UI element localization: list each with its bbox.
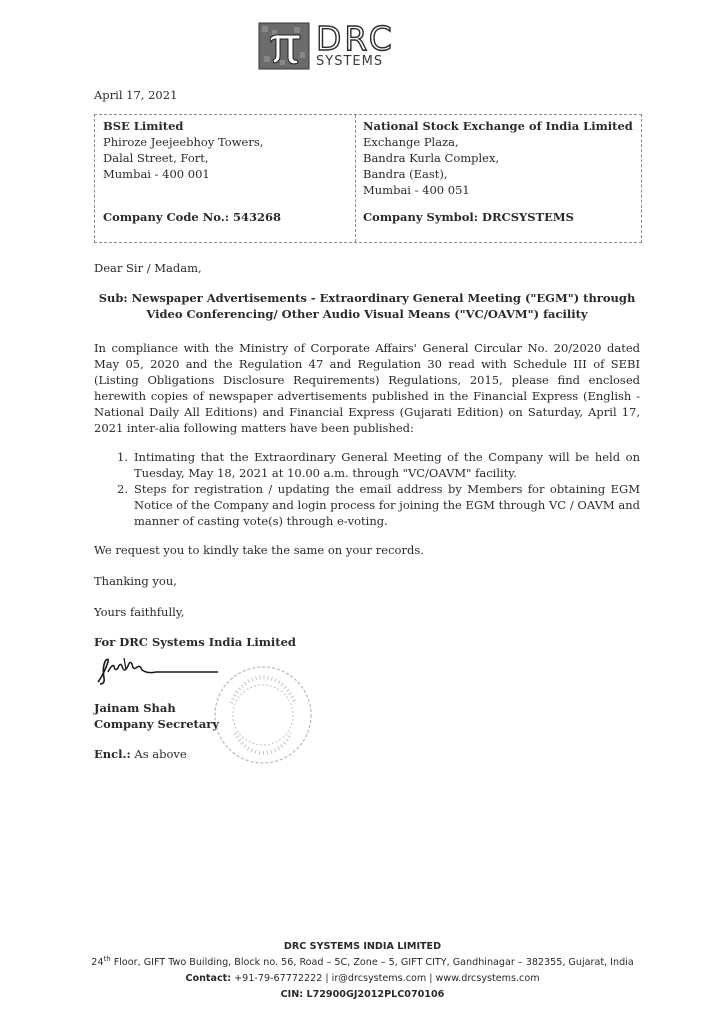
address-line: Phiroze Jeejeebhoy Towers,: [103, 135, 264, 149]
addressee-box: [94, 114, 642, 243]
pi-symbol-icon: [258, 22, 310, 70]
subject-line: Sub: Newspaper Advertisements - Extraordinary General Meeting ("EGM") through Video Conferencing/ Other Audio Visual Means ("VC/OAVM") facility: [98, 291, 636, 321]
list-item: [108, 449, 640, 481]
addressee-nse: [363, 118, 633, 198]
enclosure-label: Encl.:: [94, 747, 131, 761]
address-line: Mumbai - 400 051: [363, 183, 470, 197]
list-item-text: Intimating that the Extraordinary General Meeting of the Company will be held on Tuesday, May 18, 2021 at 10.00 a.m. through "VC/OAVM" facility.: [134, 450, 640, 480]
signer-name: Jainam Shah: [94, 701, 176, 715]
address-line: Mumbai - 400 001: [103, 167, 210, 181]
company-code: Company Code No.: 543268: [103, 210, 281, 224]
list-item-number: 2.: [117, 482, 128, 496]
published-matters-list: [108, 449, 640, 529]
footer-floor-suffix: th: [103, 954, 111, 963]
company-logo: [258, 19, 418, 74]
enclosure-value: As above: [134, 747, 187, 761]
thanking-line: Thanking you,: [94, 574, 177, 588]
footer-floor-number: 24: [91, 957, 104, 968]
signer-title: Company Secretary: [94, 717, 220, 731]
addressee-divider: [355, 115, 356, 242]
address-line: Exchange Plaza,: [363, 135, 459, 149]
list-item: [108, 481, 640, 529]
body-paragraph: In compliance with the Ministry of Corporate Affairs' General Circular No. 20/2020 dated May 05, 2020 and the Regulation 47 and Regulation 30 read with Schedule III of SEBI (Listing Obligations Disclosure Requirements) Regulations, 2015, please find enclosed herewith copies of newspaper advertisements published in the Financial Express (English - National Daily All Editions) and Financial Express (Gujarati Edition) on Saturday, April 17, 2021 inter-alia following matters have been published:: [94, 341, 640, 435]
list-item-text: Steps for registration / updating the email address by Members for obtaining EGM Notice of the Company and login process for joining the EGM through VC / OAVM and manner of casting vote(s) through e-voting.: [134, 482, 640, 528]
footer-contact-value: +91-79-67772222 | ir@drcsystems.com | www.drcsystems.com: [231, 973, 540, 984]
logo-text-drc: DRC: [316, 19, 395, 58]
addressee-bse: [103, 118, 263, 182]
address-line: Bandra (East),: [363, 167, 448, 181]
footer-contact-label: Contact:: [185, 973, 232, 984]
addressee-name: National Stock Exchange of India Limited: [363, 119, 633, 133]
footer-cin-value: L72900GJ2012PLC070106: [303, 989, 445, 1000]
addressee-name: BSE Limited: [103, 119, 184, 133]
closing-line: Yours faithfully,: [94, 605, 185, 619]
footer-cin-label: CIN:: [280, 989, 304, 1000]
footer-contact: [0, 972, 725, 986]
company-seal-stamp: [211, 663, 315, 767]
footer-cin: [0, 988, 725, 1002]
company-symbol: Company Symbol: DRCSYSTEMS: [363, 210, 574, 224]
for-company-line: For DRC Systems India Limited: [94, 635, 296, 649]
footer-address-text: Floor, GIFT Two Building, Block no. 56, Road – 5C, Zone – 5, GIFT CITY, Gandhinagar – 382355, Gujarat, India: [110, 957, 634, 968]
letter-date: April 17, 2021: [94, 88, 178, 102]
handwritten-signature: [94, 652, 222, 688]
list-item-number: 1.: [117, 450, 128, 464]
logo-text-systems: SYSTEMS: [316, 54, 384, 69]
footer-address: [0, 956, 725, 970]
address-line: Bandra Kurla Complex,: [363, 151, 500, 165]
request-line: We request you to kindly take the same on your records.: [94, 543, 424, 557]
salutation: Dear Sir / Madam,: [94, 261, 202, 275]
address-line: Dalal Street, Fort,: [103, 151, 209, 165]
footer-company-name: DRC SYSTEMS INDIA LIMITED: [283, 941, 442, 952]
enclosure-line: [94, 746, 187, 762]
